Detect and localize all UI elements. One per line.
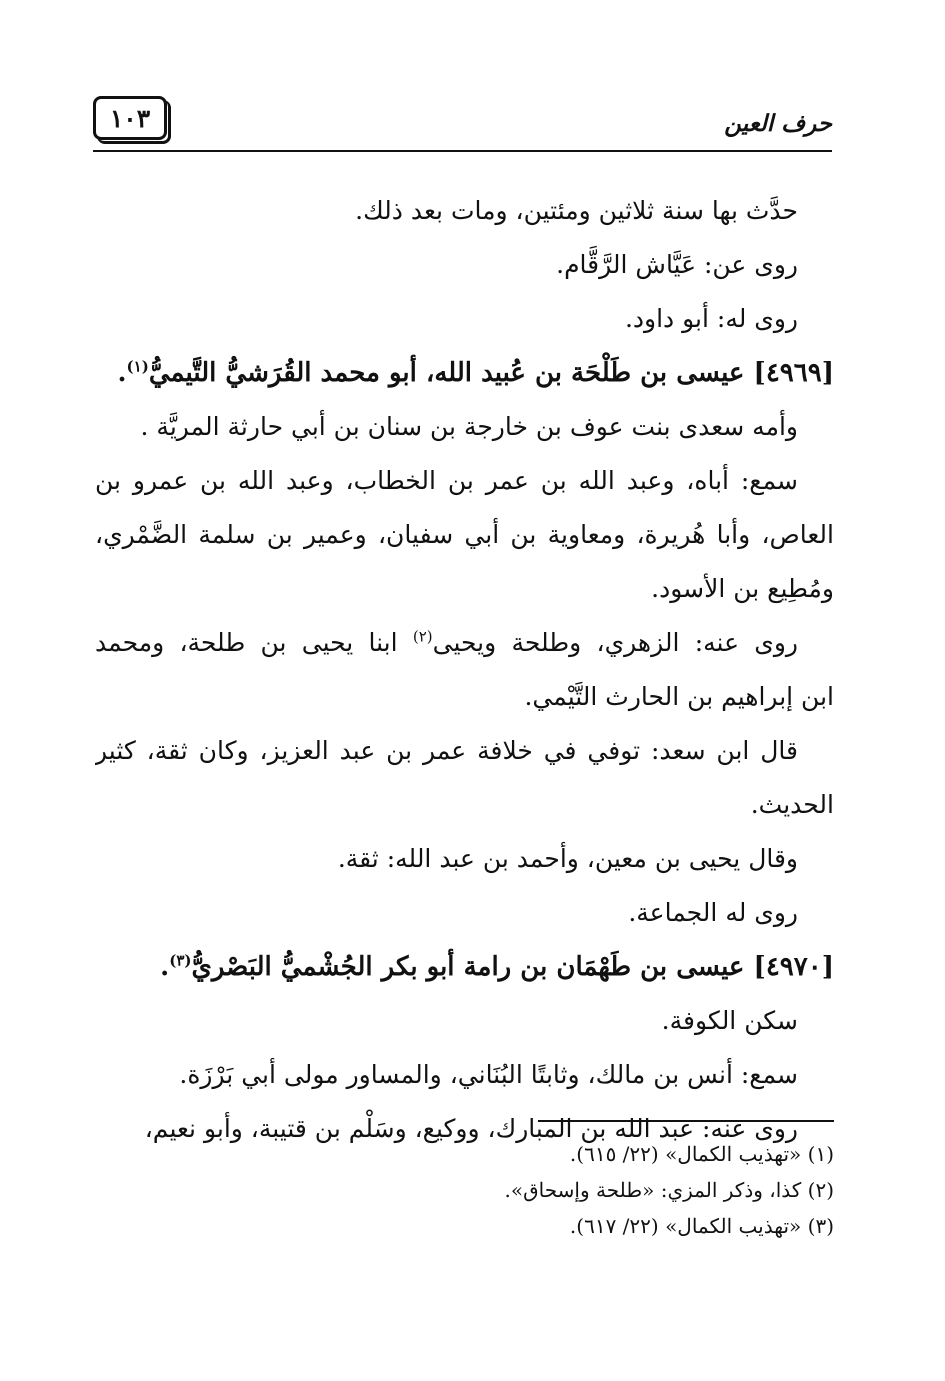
footnote-marker: (٣) [169,951,192,970]
text-line: وأمه سعدى بنت عوف بن خارجة بن سنان بن أبي حارثة المريَّة . [140,412,798,441]
footnotes [95,1136,834,1244]
footnote-marker: (١) [126,357,149,376]
footnote: (٢) كذا، وذكر المزي: «طلحة وإسحاق». [504,1178,834,1202]
footnote-separator [538,1120,834,1122]
entry-number: [٤٩٦٩] [753,358,834,388]
entry-heading: [٤٩٧٠] عيسى بن طَهْمَان بن رامة أبو بكر الجُشْميُّ البَصْريُّ$^{(٣)}$. [160,951,834,982]
text-segment: روى عنه: الزهري، وطلحة ويحيى [432,628,798,657]
running-head: حرف العين [724,110,832,137]
entry-name: عيسى بن طَهْمَان بن رامة أبو بكر الجُشْميُّ البَصْريُّ [191,952,745,982]
text-line: حدَّث بها سنة ثلاثين ومئتين، ومات بعد ذلك. [355,196,798,225]
footnote-marker: (٢) [412,627,433,646]
text-line: ومُطِيع بن الأسود. [651,574,834,603]
text-line: روى له الجماعة. [628,898,798,927]
text-line: سمع: أباه، وعبد الله بن عمر بن الخطاب، وعبد الله بن عمرو بن [95,466,798,495]
footnote: (١) «تهذيب الكمال» (٢٢/ ٦١٥). [569,1142,834,1166]
header-rule [93,150,832,152]
entry-heading: [٤٩٦٩] عيسى بن طَلْحَة بن عُبيد الله، أبو محمد القُرَشيُّ التَّيميُّ$^{(١)}$. [117,357,834,388]
text-line: روى عن: عَيَّاش الرَّقَّام. [556,250,798,279]
text-line: سكن الكوفة. [661,1006,798,1035]
text-line [95,616,834,670]
text-line: وقال يحيى بن معين، وأحمد بن عبد الله: ثقة. [337,844,798,873]
text-line: العاص، وأبا هُريرة، ومعاوية بن أبي سفيان، وعمير بن سلمة الضَّمْري، [95,520,834,549]
text-segment: ابنا يحيى بن طلحة، ومحمد [95,628,398,657]
footnote: (٣) «تهذيب الكمال» (٢٢/ ٦١٧). [569,1214,834,1238]
text-line: سمع: أنس بن مالك، وثابتًا البُنَاني، والمساور مولى أبي بَرْزَة. [179,1060,798,1089]
text-line: روى له: أبو داود. [624,304,798,333]
page-number: ١٠٣ [93,96,167,140]
entry-name: عيسى بن طَلْحَة بن عُبيد الله، أبو محمد القُرَشيُّ التَّيميُّ [148,358,745,388]
text-line: روى عنه: عبد الله بن المبارك، ووكيع، وسَلْم بن قتيبة، وأبو نعيم، [144,1114,798,1143]
main-text [95,184,834,1156]
text-line: ابن إبراهيم بن الحارث التَّيْمي. [524,682,834,711]
text-line: قال ابن سعد: توفي في خلافة عمر بن عبد العزيز، وكان ثقة، كثير [95,736,798,765]
text-line: الحديث. [750,790,834,819]
entry-number: [٤٩٧٠] [753,952,834,982]
